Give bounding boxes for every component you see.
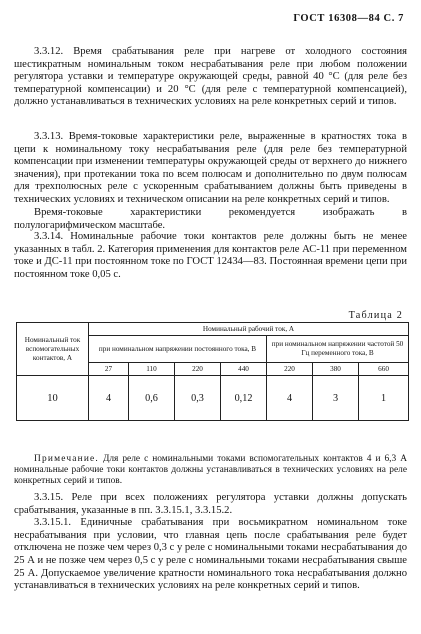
- voltage-header: 440: [221, 363, 267, 376]
- table-cell: 0,12: [221, 376, 267, 421]
- note-text: Для реле с номинальными токами вспомогательных контактов 4 и 6,3 А номинальные рабочие токи контактов должны устанавливаться в технических условиях на реле конкретных серий и типов.: [14, 454, 407, 486]
- voltage-header: 220: [267, 363, 313, 376]
- table-cell: 1: [359, 376, 409, 421]
- paragraph-time-current: [14, 207, 407, 232]
- table-cell: 10: [17, 376, 89, 421]
- contacts-current-table: [16, 322, 409, 421]
- paragraph-3-3-12: [14, 46, 407, 109]
- table-cell: 4: [89, 376, 129, 421]
- table-note: [14, 454, 407, 487]
- table-cell: 0,3: [175, 376, 221, 421]
- table-row: [17, 376, 409, 421]
- voltage-header: 110: [129, 363, 175, 376]
- paragraph-3-3-14: [14, 231, 407, 281]
- col-header-aux-current: Номинальный ток вспомогательных контактов, А: [17, 323, 89, 376]
- paragraph-3-3-13: [14, 131, 407, 207]
- note-label: Примечание.: [34, 454, 99, 464]
- paragraph-text: 3.3.15. Реле при всех положениях регулятора уставки должны допускать срабатывания, указанные в пп. 3.3.15.1, 3.3.15.2.: [14, 492, 407, 516]
- paragraph-text: 3.3.15.1. Единичные срабатывания при восьмикратном номинальном токе несрабатывания при условии, что главная цепь после срабатывания реле будет отключена не позже чем через 0,3 с у реле с номинальными токами несрабатывания до 25 А и не позже чем через 0,5 с у реле с номинальными токами несрабатывания свыше 25 А. Допускаемое увеличение кратности номинального тока несрабатывания должно устанавливаться в технических условиях на реле конкретных серий и типов.: [14, 517, 407, 592]
- voltage-header: 380: [313, 363, 359, 376]
- table-cell: 4: [267, 376, 313, 421]
- table-caption: Таблица 2: [348, 310, 403, 321]
- ac-voltage-header: при номинальном напряжении частотой 50 Гц переменного тока, В: [267, 336, 409, 363]
- paragraph-text: 3.3.14. Номинальные рабочие токи контактов реле должны быть не менее указанных в табл. 2. Категория применения для контактов реле АС-11 при переменном токе и ДС-11 при постоянном токе по ГОСТ 12434—83. Постоянная времени цепи при постоянном токе 0,05 с.: [14, 231, 407, 280]
- table-cell: 3: [313, 376, 359, 421]
- voltage-header: 220: [175, 363, 221, 376]
- paragraph-text: 3.3.13. Время-токовые характеристики реле, выраженные в кратностях тока в цепи к номинальному току несрабатывания реле (для реле без температурной компенсации при изменении температуры окружающей среды от верхнего до нижнего значения), при протекании тока по всем полюсам и дополнительно по двум полюсам для трехполюсных реле с ускоренным срабатыванием должны быть приведены в технических условиях и техническом описании на реле конкретных серий и типов.: [14, 131, 407, 205]
- dc-voltage-header: при номинальном напряжении постоянного тока, В: [89, 336, 267, 363]
- paragraph-text: Время-токовые характеристики рекомендуется изображать в полулогарифмическом масштабе.: [14, 207, 407, 231]
- page-header: ГОСТ 16308—84 С. 7: [293, 13, 404, 24]
- group-header-rated-current: Номинальный рабочий ток, А: [89, 323, 409, 336]
- table-cell: 0,6: [129, 376, 175, 421]
- paragraph-3-3-15: [14, 492, 407, 593]
- voltage-header: 660: [359, 363, 409, 376]
- voltage-header: 27: [89, 363, 129, 376]
- paragraph-text: 3.3.12. Время срабатывания реле при нагреве от холодного состояния шестикратным номинальным током несрабатывания реле при любом положении регулятора уставки и температуре окружающей среды, равной 40 °С (для реле без температурной компенсации) и 20 °С (для реле с температурной компенсацией), должно устанавливаться в технических условиях на реле конкретных серий и типов.: [14, 46, 407, 108]
